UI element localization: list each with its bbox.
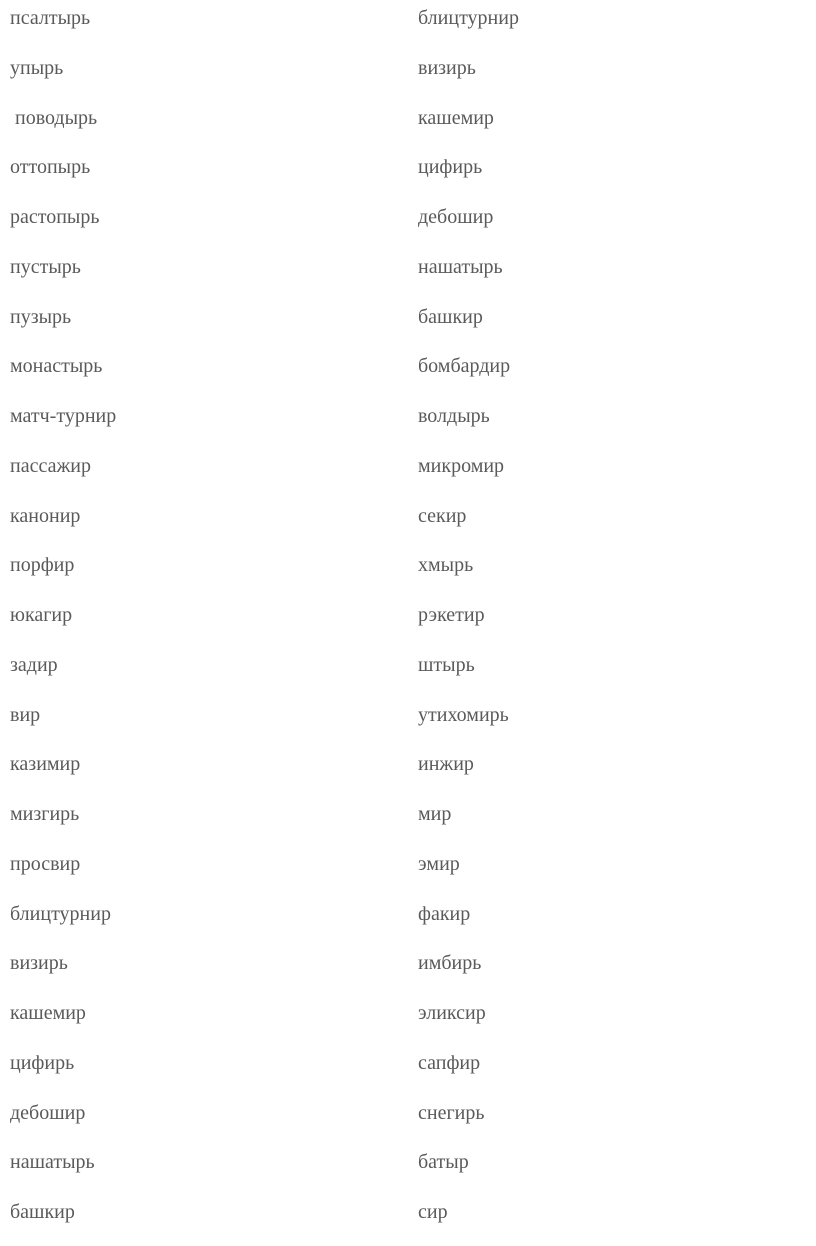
word-left-1: псалтырь [10, 7, 91, 29]
word-right-9: волдырь [418, 405, 490, 427]
word-right-10: микромир [418, 454, 505, 477]
word-left-4: оттопырь [10, 156, 91, 179]
word-left-23: дебошир [10, 1101, 86, 1124]
word-right-7: башкир [418, 305, 483, 328]
word-right-8: бомбардир [418, 355, 511, 378]
word-left-8: монастырь [10, 355, 103, 378]
word-right-18: эмир [418, 852, 460, 875]
word-right-13: рэкетир [418, 604, 485, 626]
word-left-5: растопырь [10, 206, 100, 228]
word-right-12: хмырь [418, 554, 474, 577]
word-right-5: дебошир [418, 206, 494, 228]
word-right-15: утихомирь [418, 703, 509, 726]
word-right-22: сапфир [418, 1051, 481, 1074]
word-left-21: кашемир [10, 1002, 86, 1024]
word-right-19: факир [418, 902, 471, 925]
word-left-22: цифирь [10, 1051, 75, 1074]
word-right-14: штырь [418, 653, 475, 676]
word-left-17: мизгирь [10, 803, 80, 825]
word-right-16: инжир [418, 753, 474, 776]
word-right-1: блицтурнир [418, 7, 519, 29]
word-right-24: батыр [418, 1151, 469, 1174]
word-left-15: вир [10, 703, 41, 726]
word-left-24: нашатырь [10, 1151, 95, 1174]
word-left-2: упырь [10, 56, 64, 79]
word-left-7: пузырь [10, 305, 72, 328]
word-right-11: секир [418, 504, 467, 527]
word-right-3: кашемир [418, 106, 494, 129]
word-left-25: башкир [10, 1201, 75, 1223]
word-left-3: поводырь [10, 106, 98, 129]
word-right-25: сир [418, 1201, 448, 1223]
word-right-6: нашатырь [418, 255, 503, 278]
word-left-13: юкагир [10, 604, 73, 626]
word-left-12: порфир [10, 554, 75, 577]
word-right-20: имбирь [418, 952, 482, 975]
word-left-19: блицтурнир [10, 902, 111, 925]
word-right-21: эликсир [418, 1002, 486, 1024]
word-right-4: цифирь [418, 156, 483, 179]
word-left-16: казимир [10, 753, 81, 776]
word-left-20: визирь [10, 952, 68, 975]
word-left-6: пустырь [10, 255, 81, 278]
word-left-10: пассажир [10, 454, 91, 477]
word-right-23: снегирь [418, 1101, 485, 1124]
word-left-14: задир [10, 653, 58, 676]
word-right-2: визирь [418, 56, 476, 79]
word-left-9: матч-турнир [10, 405, 117, 427]
word-right-17: мир [418, 803, 452, 825]
word-left-18: просвир [10, 852, 81, 875]
word-left-11: канонир [10, 504, 81, 527]
